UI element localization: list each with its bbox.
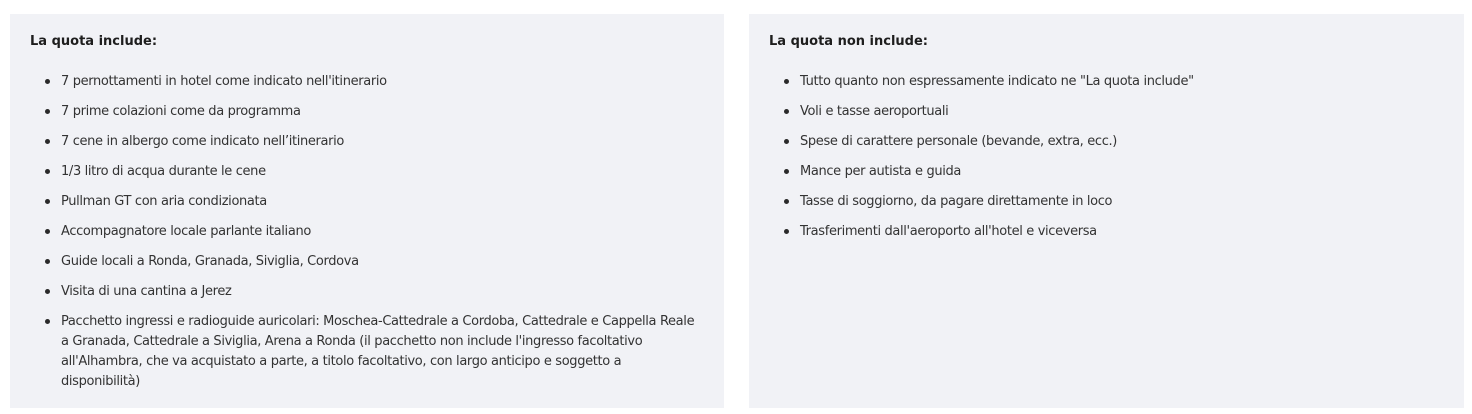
bullet-icon xyxy=(45,289,50,294)
list-item-text: Visita di una cantina a Jerez xyxy=(61,284,232,299)
list-item-text: 7 pernottamenti in hotel come indicato nell'itinerario xyxy=(61,74,387,89)
excludes-panel xyxy=(749,14,1464,408)
list-item xyxy=(30,162,704,182)
bullet-icon xyxy=(784,139,789,144)
list-item xyxy=(769,222,1444,242)
bullet-icon xyxy=(45,259,50,264)
list-item-text: Guide locali a Ronda, Granada, Siviglia, Cordova xyxy=(61,254,359,269)
list-item-text: 7 cene in albergo come indicato nell’itinerario xyxy=(61,134,345,149)
list-item xyxy=(30,102,704,122)
bullet-icon xyxy=(45,169,50,174)
bullet-icon xyxy=(784,109,789,114)
list-item xyxy=(769,132,1444,152)
bullet-icon xyxy=(45,139,50,144)
list-item xyxy=(769,72,1444,92)
list-item-text: Tutto quanto non espressamente indicato ne "La quota include" xyxy=(800,74,1194,89)
list-item-text: Pacchetto ingressi e radioguide auricolari: Moschea-Cattedrale a Cordoba, Cattedrale e Cappella Reale a Granada, Cattedrale a Siviglia, Arena a Ronda (il pacchetto non include l'ingresso facoltativo all'Alhambra, che va acquistato a parte, a titolo facoltativo, con largo anticipo e soggetto a disponibilità) xyxy=(61,314,695,389)
bullet-icon xyxy=(45,79,50,84)
excludes-title: La quota non include: xyxy=(769,34,929,49)
list-item xyxy=(30,192,704,212)
bullet-icon xyxy=(45,199,50,204)
list-item xyxy=(30,222,704,242)
list-item xyxy=(30,252,704,272)
includes-list xyxy=(30,72,704,392)
list-item xyxy=(30,72,704,92)
list-item xyxy=(769,162,1444,182)
list-item-text: 1/3 litro di acqua durante le cene xyxy=(61,164,266,179)
list-item-text: Tasse di soggiorno, da pagare direttamente in loco xyxy=(800,194,1113,209)
list-item xyxy=(30,132,704,152)
list-item xyxy=(30,312,704,392)
list-item xyxy=(769,102,1444,122)
list-item-text: Trasferimenti dall'aeroporto all'hotel e viceversa xyxy=(800,224,1097,239)
bullet-icon xyxy=(784,169,789,174)
includes-title: La quota include: xyxy=(30,34,158,49)
includes-panel xyxy=(10,14,724,408)
bullet-icon xyxy=(45,109,50,114)
bullet-icon xyxy=(45,319,50,324)
excludes-list xyxy=(769,72,1444,242)
list-item-text: 7 prime colazioni come da programma xyxy=(61,104,301,119)
list-item-text: Accompagnatore locale parlante italiano xyxy=(61,224,311,239)
bullet-icon xyxy=(784,79,789,84)
list-item xyxy=(30,282,704,302)
list-item-text: Voli e tasse aeroportuali xyxy=(800,104,949,119)
list-item xyxy=(769,192,1444,212)
list-item-text: Mance per autista e guida xyxy=(800,164,962,179)
bullet-icon xyxy=(784,229,789,234)
list-item-text: Pullman GT con aria condizionata xyxy=(61,194,267,209)
bullet-icon xyxy=(45,229,50,234)
bullet-icon xyxy=(784,199,789,204)
list-item-text: Spese di carattere personale (bevande, extra, ecc.) xyxy=(800,134,1117,149)
